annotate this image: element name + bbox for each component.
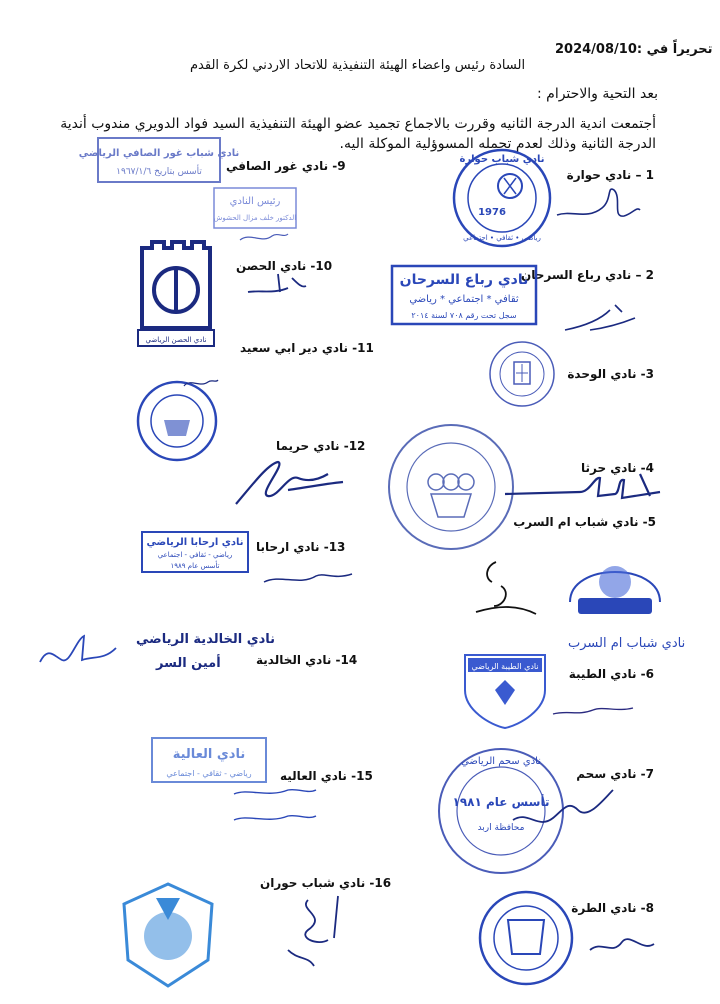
hawara-signature xyxy=(552,180,642,230)
sahm-signature xyxy=(508,780,618,840)
taybeh-name: نادي الطيبة الرياضي xyxy=(471,662,539,671)
irhaba-name: نادي ارحابا الرياضي xyxy=(146,537,244,548)
ghor-signature xyxy=(236,226,292,246)
aliya-signature xyxy=(228,780,320,830)
houran-stamp xyxy=(116,880,220,990)
letter-body: أجتمعت اندية الدرجة الثانيه وقررت بالاجماع تجميد عضو الهيئة التنفيذية السيد فواد الدويري مندوب أندية الدرجة الثانية وذلك لعدم تحمله المسوؤلية الموكلة اليه. xyxy=(60,116,656,152)
club-label-3: 3- نادي الوحدة xyxy=(567,367,654,381)
club-label-4: 4- نادي حرثا xyxy=(581,461,654,475)
club-label-9: 9- نادي غور الصافي xyxy=(226,159,346,173)
deir-abi-said-stamp xyxy=(136,380,218,462)
club-label-5: 5- نادي شباب ام السرب xyxy=(513,515,656,529)
ghor-sub: تأسس بتاريخ ١٩٦٧/١/٦ xyxy=(116,167,202,177)
um-sarab-text: نادي شباب ام السرب xyxy=(568,636,686,651)
irhaba-sub: رياضي - ثقافي - اجتماعي xyxy=(157,551,233,559)
ghor-president-title: رئيس النادي xyxy=(229,196,281,207)
rabaa-reg: سجل تحت رقم ٧٠٨ لسنة ٢٠١٤ xyxy=(411,311,517,320)
um-sarab-stamp xyxy=(560,542,670,622)
club-label-11: 11- نادي دير ابي سعيد xyxy=(240,341,374,355)
deir-abi-said-signature xyxy=(180,374,220,392)
rabaa-signature xyxy=(560,290,640,340)
wehda-stamp xyxy=(488,340,556,408)
rabaa-sub: ثقافي * اجتماعي * رياضي xyxy=(409,294,519,305)
ghor-name: نادي شباب غور الصافي الرياضي xyxy=(78,148,240,159)
taybeh-stamp xyxy=(460,650,550,730)
club-label-7: 7- نادي سحم xyxy=(576,767,654,781)
hosn-name: نادي الحصن الرياضي xyxy=(145,336,207,344)
document-date: تحريراً في :2024/08/10 xyxy=(555,42,713,57)
club-label-13: 13- نادي ارحابا xyxy=(256,540,346,554)
club-label-12: 12- نادي حريما xyxy=(276,439,366,453)
turra-stamp xyxy=(478,890,574,986)
aliya-name: نادي العالية xyxy=(172,747,246,762)
irhaba-signature xyxy=(260,564,356,590)
sahm-year: تأسس عام ١٩٨١ xyxy=(452,795,550,809)
club-label-8: 8- نادي الطرة xyxy=(571,901,654,915)
ghor-president-name: الدكتور خلف مزال الحشوش xyxy=(213,214,297,222)
hartha-stamp xyxy=(386,422,516,552)
rabaa-stamp xyxy=(390,264,538,326)
khaldiya-name: نادي الخالدية الرياضي xyxy=(136,632,276,647)
rabaa-name: نادي رباع السرحان xyxy=(399,272,529,288)
hawara-stamp xyxy=(452,148,552,248)
ghor-president-stamp xyxy=(212,186,298,230)
club-label-10: 10- نادي الحصن xyxy=(236,259,333,273)
um-sarab-signature xyxy=(456,556,546,622)
club-label-2: 2 – نادي رباع السرحان xyxy=(520,268,654,282)
hartha-signature xyxy=(500,466,670,506)
club-label-16: 16- نادي شباب حوران xyxy=(260,876,392,890)
hosn-stamp xyxy=(136,238,216,354)
sahm-place: محافظة اربد xyxy=(477,823,525,833)
aliya-stamp xyxy=(150,736,268,784)
hawara-year: 1976 xyxy=(478,207,506,218)
club-label-6: 6- نادي الطيبة xyxy=(568,667,654,681)
irhaba-year: تأسس عام ١٩٨٩ xyxy=(170,562,220,570)
hosn-signature xyxy=(244,268,310,302)
addressee-line: السادة رئيس واعضاء الهيئة التنفيذية للاتحاد الاردني لكرة القدم xyxy=(190,58,526,73)
hawara-name: نادي شباب حوارة xyxy=(459,154,545,165)
club-label-14: 14- نادي الخالدية xyxy=(256,653,358,667)
irhaba-stamp xyxy=(140,530,250,574)
taybeh-signature xyxy=(548,680,638,726)
hawara-sub: رياضي • ثقافي • اجتماعي xyxy=(463,234,541,242)
club-label-15: 15- نادي العاليه xyxy=(280,769,373,783)
greeting: بعد التحية والاحترام : xyxy=(536,86,658,102)
turra-signature xyxy=(586,922,658,962)
houran-signature xyxy=(268,890,358,980)
ghor-stamp xyxy=(78,136,240,184)
khaldiya-signature xyxy=(34,626,120,672)
khaldiya-role: أمين السر xyxy=(156,656,221,671)
aliya-sub: رياضي - ثقافي - اجتماعي xyxy=(166,769,252,778)
club-label-1: 1 – نادي حوارة xyxy=(566,168,654,182)
sahm-name: نادي سحم الرياضي xyxy=(461,756,541,767)
hreima-signature xyxy=(228,454,348,510)
